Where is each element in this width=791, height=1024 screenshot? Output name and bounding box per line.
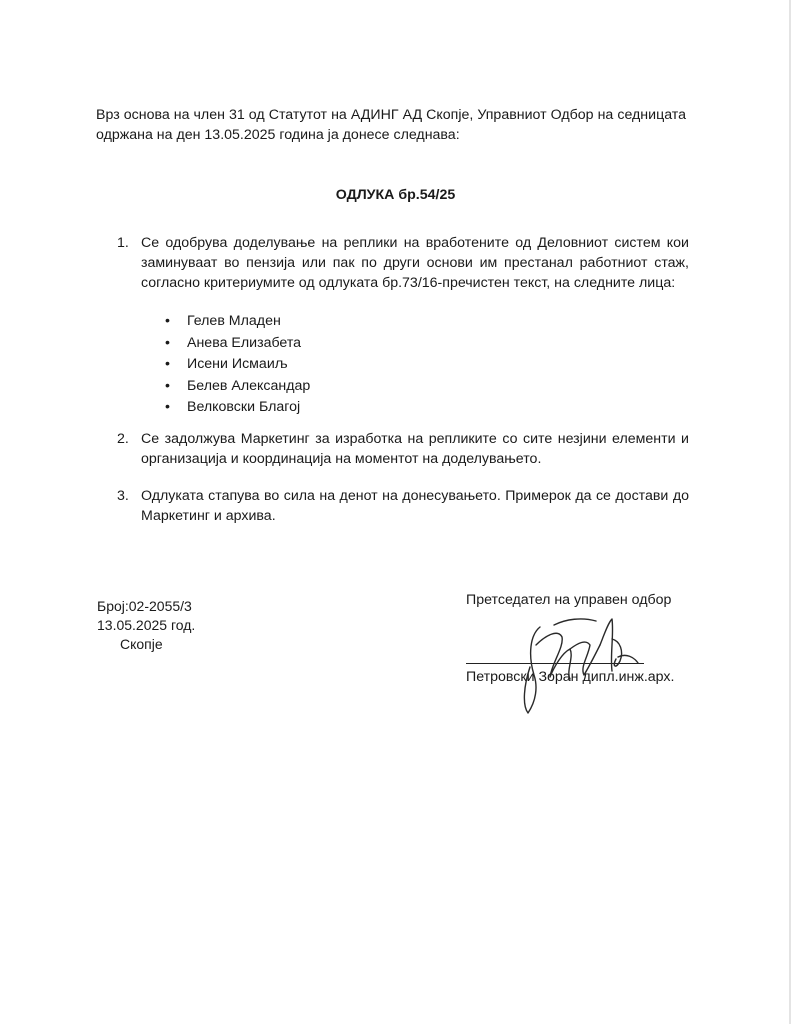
item-number: 1. — [117, 235, 129, 251]
intro-paragraph: Врз основа на член 31 од Статутот на АДИНГ АД Скопје, Управниот Одбор на седницата одржана на ден 13.05.2025 година ја донесе следнава: — [96, 107, 686, 143]
list-item — [165, 354, 310, 376]
bullet: • — [165, 377, 170, 394]
reference-city: Скопје — [120, 636, 163, 652]
recipient-name: Гелев Младен — [187, 313, 281, 329]
item-text: Се одобрува доделување на реплики на вработените од Деловниот систем кои заминуваат во пензија или пак по други основи им престанал работниот стаж, согласно критериумите од одлуката бр.73/16-пречистен текст, на следните лица: — [141, 235, 689, 291]
reference-date: 13.05.2025 год. — [97, 617, 196, 633]
recipient-name: Исени Исмаиљ — [187, 356, 288, 372]
recipient-name: Велковски Благој — [187, 399, 301, 415]
recipient-list — [165, 311, 310, 419]
recipient-name: Анева Елизабета — [187, 334, 302, 351]
decision-title: ОДЛУКА бр.54/25 — [335, 187, 456, 203]
item-text: Се задолжува Маркетинг за изработка на репликите со сите незјини елементи и организација и координација на моментот на доделувањето. — [141, 431, 689, 467]
item-number: 2. — [117, 431, 129, 447]
bullet: • — [165, 356, 170, 372]
signatory-name: Петровски Зоран дипл.инж.арх. — [466, 669, 675, 685]
list-item — [165, 333, 310, 355]
handwritten-signature — [500, 605, 650, 717]
reference-number: Број:02-2055/3 — [97, 598, 192, 614]
bullet: • — [165, 334, 170, 351]
bullet: • — [165, 399, 170, 415]
bullet: • — [165, 313, 170, 329]
item-number: 3. — [117, 488, 129, 504]
decision-item-3 — [117, 486, 689, 526]
item-text: Одлуката стапува во сила на денот на донесувањето. Примерок да се достави до Маркетинг и архива. — [141, 488, 689, 524]
decision-item-1 — [117, 233, 689, 293]
signatory-role: Претседател на управен одбор — [466, 592, 672, 608]
decision-item-2 — [117, 429, 689, 469]
list-item — [165, 397, 310, 419]
list-item — [165, 311, 310, 333]
list-item — [165, 376, 310, 398]
recipient-name: Белев Александар — [187, 377, 311, 394]
